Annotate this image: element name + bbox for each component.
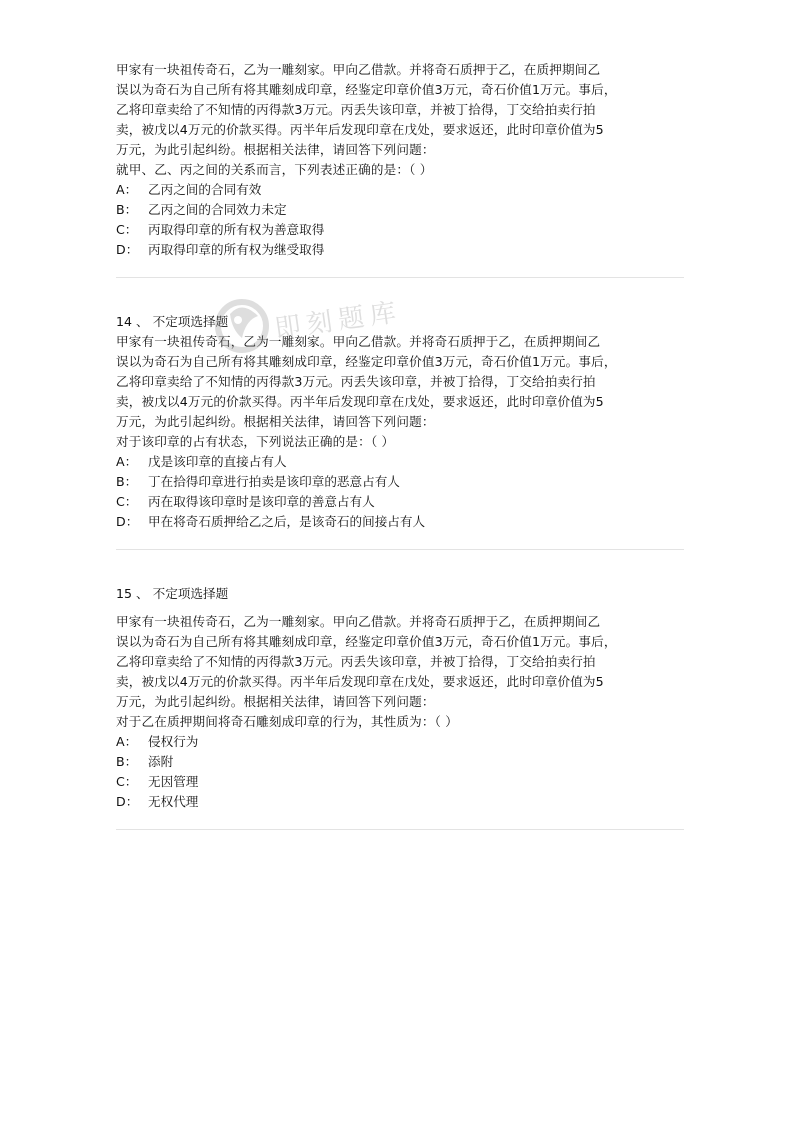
question-prompt: 对于乙在质押期间将奇石雕刻成印章的行为，其性质为：（ ） bbox=[116, 714, 458, 729]
option-d bbox=[116, 792, 684, 812]
option-a bbox=[116, 180, 684, 200]
option-label: C： bbox=[116, 494, 138, 509]
option-text: 甲在将奇石质押给乙之后，是该奇石的间接占有人 bbox=[148, 514, 426, 529]
option-d bbox=[116, 512, 684, 532]
option-label: B： bbox=[116, 754, 138, 769]
watermark-text: 即刻题库 bbox=[272, 297, 404, 345]
question-stem-line: 乙将印章卖给了不知情的丙得款3万元。丙丢失该印章，并被丁拾得，丁交给拍卖行拍 bbox=[116, 654, 596, 669]
option-a bbox=[116, 732, 684, 752]
option-text: 丙在取得该印章时是该印章的善意占有人 bbox=[148, 494, 375, 509]
question-prompt: 就甲、乙、丙之间的关系而言，下列表述正确的是：（ ） bbox=[116, 162, 433, 177]
option-text: 无权代理 bbox=[148, 794, 199, 809]
question-stem-line: 万元，为此引起纠纷。根据相关法律，请回答下列问题： bbox=[116, 414, 435, 429]
question-stem-line: 万元，为此引起纠纷。根据相关法律，请回答下列问题： bbox=[116, 142, 435, 157]
option-label: A： bbox=[116, 182, 138, 197]
option-text: 丙取得印章的所有权为继受取得 bbox=[148, 242, 325, 257]
option-text: 丁在拾得印章进行拍卖是该印章的恶意占有人 bbox=[148, 474, 400, 489]
question-list bbox=[116, 56, 684, 830]
question-stem-line: 卖，被戊以4万元的价款买得。丙半年后发现印章在戊处，要求返还，此时印章价值为5 bbox=[116, 394, 604, 409]
question-stem-line: 误以为奇石为自己所有将其雕刻成印章，经鉴定印章价值3万元，奇石价值1万元。事后， bbox=[116, 354, 617, 369]
option-text: 添附 bbox=[148, 754, 174, 769]
option-label: A： bbox=[116, 734, 138, 749]
option-label: D： bbox=[116, 242, 139, 257]
question-15 bbox=[116, 584, 684, 812]
question-stem-line: 卖，被戊以4万元的价款买得。丙半年后发现印章在戊处，要求返还，此时印章价值为5 bbox=[116, 122, 604, 137]
question-stem-line: 乙将印章卖给了不知情的丙得款3万元。丙丢失该印章，并被丁拾得，丁交给拍卖行拍 bbox=[116, 374, 596, 389]
question-stem-line: 乙将印章卖给了不知情的丙得款3万元。丙丢失该印章，并被丁拾得，丁交给拍卖行拍 bbox=[116, 102, 596, 117]
option-label: D： bbox=[116, 794, 139, 809]
option-text: 乙丙之间的合同效力未定 bbox=[148, 202, 287, 217]
option-text: 无因管理 bbox=[148, 774, 199, 789]
option-text: 侵权行为 bbox=[148, 734, 199, 749]
option-label: A： bbox=[116, 454, 138, 469]
option-b bbox=[116, 200, 684, 220]
question-stem-line: 甲家有一块祖传奇石，乙为一雕刻家。甲向乙借款。并将奇石质押于乙，在质押期间乙 bbox=[116, 334, 601, 349]
option-text: 戊是该印章的直接占有人 bbox=[148, 454, 287, 469]
option-text: 丙取得印章的所有权为善意取得 bbox=[148, 222, 325, 237]
option-b bbox=[116, 472, 684, 492]
question-stem-line: 卖，被戊以4万元的价款买得。丙半年后发现印章在戊处，要求返还，此时印章价值为5 bbox=[116, 674, 604, 689]
option-label: C： bbox=[116, 222, 138, 237]
question-13 bbox=[116, 56, 684, 260]
question-heading: 15 、 不定项选择题 bbox=[116, 586, 229, 601]
question-stem-line: 甲家有一块祖传奇石，乙为一雕刻家。甲向乙借款。并将奇石质押于乙，在质押期间乙 bbox=[116, 614, 601, 629]
option-label: C： bbox=[116, 774, 138, 789]
option-b bbox=[116, 752, 684, 772]
divider bbox=[116, 829, 684, 830]
question-stem-line: 误以为奇石为自己所有将其雕刻成印章，经鉴定印章价值3万元，奇石价值1万元。事后， bbox=[116, 634, 617, 649]
question-heading: 14 、 不定项选择题 bbox=[116, 314, 229, 329]
option-label: B： bbox=[116, 474, 138, 489]
option-label: D： bbox=[116, 514, 139, 529]
option-d bbox=[116, 240, 684, 260]
question-prompt: 对于该印章的占有状态，下列说法正确的是：（ ） bbox=[116, 434, 395, 449]
option-a bbox=[116, 452, 684, 472]
option-c bbox=[116, 772, 684, 792]
option-label: B： bbox=[116, 202, 138, 217]
question-14 bbox=[116, 312, 684, 532]
question-stem-line: 误以为奇石为自己所有将其雕刻成印章，经鉴定印章价值3万元，奇石价值1万元。事后， bbox=[116, 82, 617, 97]
question-stem-line: 甲家有一块祖传奇石，乙为一雕刻家。甲向乙借款。并将奇石质押于乙，在质押期间乙 bbox=[116, 62, 601, 77]
question-stem-line: 万元，为此引起纠纷。根据相关法律，请回答下列问题： bbox=[116, 694, 435, 709]
option-c bbox=[116, 492, 684, 512]
option-c bbox=[116, 220, 684, 240]
option-text: 乙丙之间的合同有效 bbox=[148, 182, 262, 197]
